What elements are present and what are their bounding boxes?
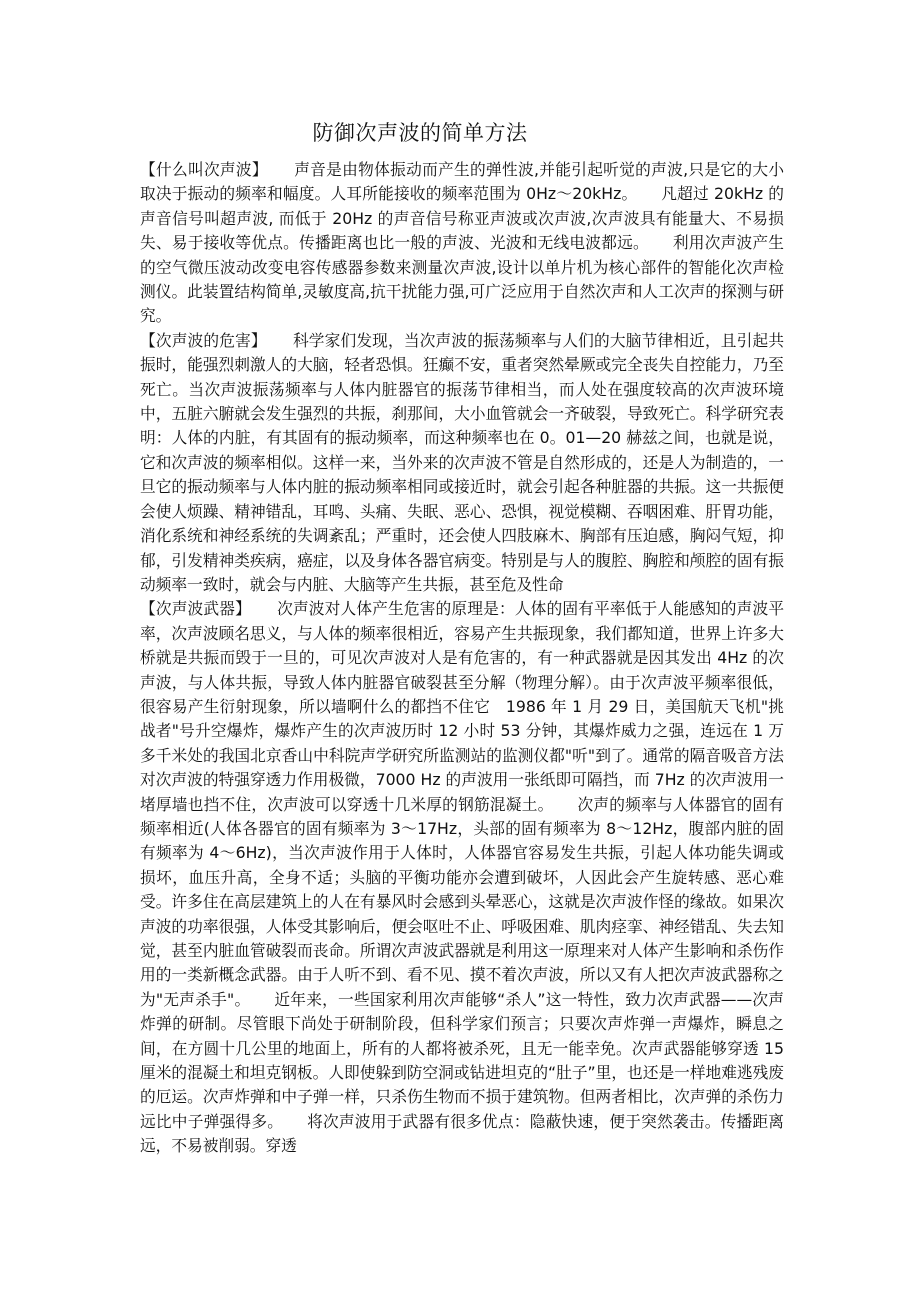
section-heading: 【次声波武器】	[140, 599, 251, 619]
document-title: 防御次声波的简单方法	[312, 121, 528, 145]
section-hazards	[140, 329, 784, 597]
section-text: 科学家们发现，当次声波的振荡频率与人们的大脑节律相近，且引起共振时，能强烈刺激人的大脑，轻者恐惧。狂癫不安，重者突然晕厥或完全丧失自控能力，乃至死亡。当次声波振荡频率与人体内脏器官的振荡节律相当，而人处在强度较高的次声波环境中，五脏六腑就会发生强烈的共振，刹那间，大小血管就会一齐破裂，导致死亡。科学研究表明：人体的内脏，有其固有的振动频率，而这种频率也在 0。01—20 赫兹之间，也就是说，它和次声波的频率相似。这样一来，当外来的次声波不管是自然形成的，还是人为制造的，一旦它的振动频率与人体内脏的振动频率相同或接近时，就会引起各种脏器的共振。这一共振便会使人烦躁、精神错乱，耳鸣、头痛、失眠、恶心、恐惧，视觉模糊、吞咽困难、肝胃功能，消化系统和神经系统的失调紊乱；严重时，还会使人四肢麻木、胸部有压迫感，胸闷气短，抑郁，引发精神类疾病，癌症，以及身体各器官病变。特别是与人的腹腔、胸腔和颅腔的固有振动频率一致时，就会与内脏、大脑等产生共振，甚至危及性命	[140, 330, 785, 594]
section-heading: 【什么叫次声波】	[140, 160, 268, 179]
section-what-is-infrasound	[140, 158, 784, 329]
section-text: 声音是由物体振动而产生的弹性波,并能引起听觉的声波,只是它的大小取决于振动的频率和幅度。人耳所能接收的频率范围为 0Hz～20kHz。 凡超过 20kHz 的声音信号叫超声波, 而低于 20Hz 的声音信号称亚声波或次声波,次声波具有能量大、不易损失、易于接收等优点。传播距离也比一般的声波、光波和无线电波都远。 利用次声波产生的空气微压波动改变电容传感器参数来测量次声波,设计以单片机为核心部件的智能化次声检测仪。此装置结构简单,灵敏度高,抗干扰能力强,可广泛应用于自然次声和人工次声的探测与研究。	[140, 160, 785, 326]
document-body	[140, 158, 784, 1159]
section-weapons	[140, 597, 784, 1158]
section-text: 次声波对人体产生危害的原理是：人体的固有平率低于人能感知的声波平率，次声波顾名思义，与人体的频率很相近，容易产生共振现象，我们都知道，世界上许多大桥就是共振而毁于一旦的，可见次声波对人是有危害的，有一种武器就是因其发出 4Hz 的次声波，与人体共振，导致人体内脏器官破裂甚至分解（物理分解）。由于次声波平频率很低，很容易产生衍射现象，所以墙啊什么的都挡不住它 1986 年 1 月 29 日，美国航天飞机"挑战者"号升空爆炸，爆炸产生的次声波历时 12 小时 53 分钟，其爆炸威力之强，连远在 1 万多千米处的我国北京香山中科院声学研究所监测站的监测仪都"听"到了。通常的隔音吸音方法对次声波的特强穿透力作用极微，7000 Hz 的声波用一张纸即可隔挡，而 7Hz 的次声波用一堵厚墙也挡不住，次声波可以穿透十几米厚的钢筋混凝土。 次声的频率与人体器官的固有频率相近(人体各器官的固有频率为 3～17Hz，头部的固有频率为 8～12Hz，腹部内脏的固有频率为 4～6Hz)，当次声波作用于人体时，人体器官容易发生共振，引起人体功能失调或损坏，血压升高，全身不适；头脑的平衡功能亦会遭到破坏，人因此会产生旋转感、恶心难受。许多住在高层建筑上的人在有暴风时会感到头晕恶心，这就是次声波作怪的缘故。如果次声波的功率很强，人体受其影响后，便会呕吐不止、呼吸困难、肌肉痉挛、神经错乱、失去知觉，甚至内脏血管破裂而丧命。所谓次声波武器就是利用这一原理来对人体产生影响和杀伤作用的一类新概念武器。由于人听不到、看不见、摸不着次声波，所以又有人把次声波武器称之为"无声杀手"。 近年来，一些国家利用次声能够“杀人”这一特性，致力次声武器——次声炸弹的研制。尽管眼下尚处于研制阶段，但科学家们预言；只要次声炸弹一声爆炸，瞬息之间，在方圆十几公里的地面上，所有的人都将被杀死，且无一能幸免。次声武器能够穿透 15 厘米的混凝土和坦克钢板。人即使躲到防空洞或钻进坦克的“肚子”里，也还是一样地难逃残废的厄运。次声炸弹和中子弹一样，只杀伤生物而不损于建筑物。但两者相比，次声弹的杀伤力远比中子弹强得多。 将次声波用于武器有很多优点：隐蔽快速，便于突然袭击。传播距离远，不易被削弱。穿透	[140, 599, 785, 1156]
section-heading: 【次声波的危害】	[140, 330, 267, 350]
